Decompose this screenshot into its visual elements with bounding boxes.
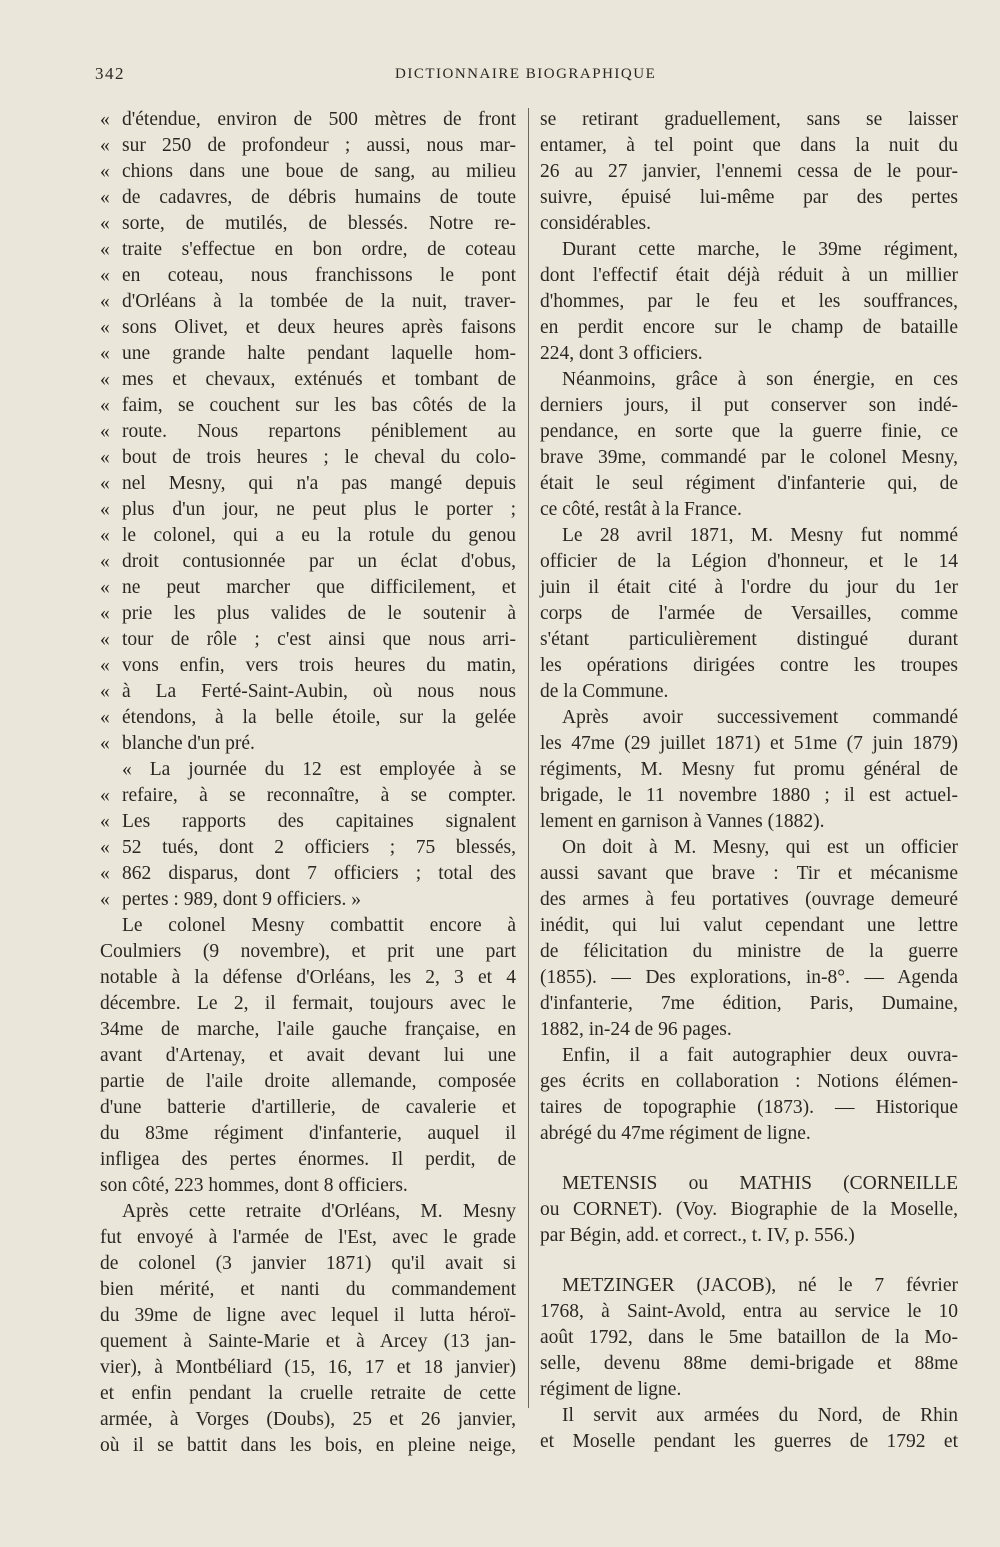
text-line [540, 1171, 958, 1197]
line-text: refaire, à se reconnaître, à se compter. [122, 785, 516, 806]
line-text: du 39me de ligne avec lequel il lutta héroï- [100, 1305, 516, 1326]
line-text: aussi savant que brave : Tir et mécanisme [540, 863, 958, 884]
text-line [540, 393, 958, 419]
line-text: traite s'effectue en bon ordre, de coteau [122, 239, 516, 260]
line-text: tour de rôle ; c'est ainsi que nous arri- [122, 629, 516, 650]
line-text: « La journée du 12 est employée à se [122, 759, 516, 780]
line-text: sorte, de mutilés, de blessés. Notre re- [122, 213, 516, 234]
quote-mark: « [100, 213, 110, 234]
text-line [100, 1225, 516, 1251]
text-line [540, 107, 958, 133]
line-text: Néanmoins, grâce à son énergie, en ces [562, 369, 958, 390]
left-column [100, 107, 516, 1459]
line-text: d'étendue, environ de 500 mètres de front [122, 109, 516, 130]
text-line [100, 1017, 516, 1043]
text-line [100, 1303, 516, 1329]
line-text: ce côté, restât à la France. [540, 499, 742, 520]
line-text: officier de la Légion d'honneur, et le 14 [540, 551, 958, 572]
quote-mark: « [100, 421, 110, 442]
line-text: Le colonel Mesny combattit encore à [122, 915, 516, 936]
text-line [540, 705, 958, 731]
line-text: corps de l'armée de Versailles, comme [540, 603, 958, 624]
text-line [100, 341, 516, 367]
text-line [540, 991, 958, 1017]
text-line [100, 1407, 516, 1433]
quote-mark: « [100, 135, 110, 156]
text-line [540, 315, 958, 341]
line-text: de la Commune. [540, 681, 669, 702]
line-text: une grande halte pendant laquelle hom- [122, 343, 516, 364]
text-line [100, 653, 516, 679]
line-text: régiment de ligne. [540, 1379, 682, 1400]
text-line [540, 1197, 958, 1223]
quote-mark: « [100, 811, 110, 832]
text-line [100, 627, 516, 653]
text-line [540, 1273, 958, 1299]
text-line [540, 1095, 958, 1121]
column-divider [528, 108, 529, 1408]
text-line [100, 497, 516, 523]
line-text: et enfin pendant la cruelle retraite de cette [100, 1383, 516, 1404]
line-text: armée, à Vorges (Doubs), 25 et 26 janvier, [100, 1409, 516, 1430]
line-text: METZINGER (JACOB), né le 7 février [562, 1275, 958, 1296]
line-text: où il se battit dans les bois, en pleine neige, [100, 1435, 516, 1456]
line-text: bien mérité, et nanti du commandement [100, 1279, 516, 1300]
quote-mark: « [100, 499, 110, 520]
line-text: 224, dont 3 officiers. [540, 343, 703, 364]
text-line [100, 731, 516, 757]
line-text: vons enfin, vers trois heures du matin, [122, 655, 516, 676]
running-title: DICTIONNAIRE BIOGRAPHIQUE [395, 66, 657, 82]
text-line [100, 887, 516, 913]
line-text: entamer, à tel point que dans la nuit du [540, 135, 958, 156]
text-line [540, 1403, 958, 1429]
text-line [540, 549, 958, 575]
text-line [540, 523, 958, 549]
text-line [100, 445, 516, 471]
line-text: de colonel (3 janvier 1871) qu'il avait si [100, 1253, 516, 1274]
text-line [100, 315, 516, 341]
text-line [100, 133, 516, 159]
line-text: en coteau, nous franchissons le pont [122, 265, 516, 286]
line-text: suivre, épuisé lui-même par des pertes [540, 187, 958, 208]
line-text: d'hommes, par le feu et les souffrances, [540, 291, 958, 312]
text-line [540, 939, 958, 965]
quote-mark: « [100, 889, 110, 910]
quote-mark: « [100, 629, 110, 650]
line-text: de félicitation du ministre de la guerre [540, 941, 958, 962]
text-line [100, 523, 516, 549]
text-line [540, 1069, 958, 1095]
text-line [100, 783, 516, 809]
line-text: Il servit aux armées du Nord, de Rhin [562, 1405, 958, 1426]
line-text: prie les plus valides de le soutenir à [122, 603, 516, 624]
line-text: pertes : 989, dont 9 officiers. » [122, 889, 362, 910]
text-line [540, 861, 958, 887]
line-text: se retirant graduellement, sans se laisser [540, 109, 958, 130]
line-text: d'une batterie d'artillerie, de cavalerie et [100, 1097, 516, 1118]
text-line [100, 289, 516, 315]
quote-mark: « [100, 343, 110, 364]
text-line [540, 497, 958, 523]
line-text: bout de trois heures ; le cheval du colo- [122, 447, 516, 468]
text-line [100, 237, 516, 263]
text-line [540, 445, 958, 471]
quote-mark: « [100, 551, 110, 572]
line-text: brave 39me, commandé par le colonel Mesny, [540, 447, 958, 468]
page-number: 342 [95, 64, 125, 83]
line-text: notable à la défense d'Orléans, les 2, 3 et 4 [100, 967, 516, 988]
text-line [100, 471, 516, 497]
quote-mark: « [100, 161, 110, 182]
line-text: les opérations dirigées contre les troupes [540, 655, 958, 676]
text-line [540, 471, 958, 497]
text-line [540, 731, 958, 757]
quote-mark: « [100, 707, 110, 728]
line-text: METENSIS ou MATHIS (CORNEILLE [562, 1173, 958, 1194]
text-line [100, 965, 516, 991]
right-column [540, 107, 958, 1455]
text-line [100, 367, 516, 393]
text-line [100, 1173, 516, 1199]
text-line [100, 393, 516, 419]
quote-mark: « [100, 291, 110, 312]
quote-mark: « [100, 681, 110, 702]
line-text: derniers jours, il put conserver son indé- [540, 395, 958, 416]
text-line [100, 601, 516, 627]
line-text: ou CORNET). (Voy. Biographie de la Moselle, [540, 1199, 958, 1220]
text-line [540, 887, 958, 913]
page-header [95, 64, 955, 88]
text-line [540, 757, 958, 783]
text-line [540, 263, 958, 289]
line-text: décembre. Le 2, il fermait, toujours avec le [100, 993, 516, 1014]
line-text: à La Ferté-Saint-Aubin, où nous nous [122, 681, 516, 702]
line-text: route. Nous repartons péniblement au [122, 421, 516, 442]
text-line [540, 1299, 958, 1325]
text-line [540, 289, 958, 315]
line-text: le colonel, qui a eu la rotule du genou [122, 525, 516, 546]
line-text: son côté, 223 hommes, dont 8 officiers. [100, 1175, 408, 1196]
quote-mark: « [100, 369, 110, 390]
line-text: étendons, à la belle étoile, sur la gelée [122, 707, 516, 728]
quote-mark: « [100, 447, 110, 468]
line-text: dont l'effectif était déjà réduit à un millier [540, 265, 958, 286]
line-text: Enfin, il a fait autographier deux ouvra- [562, 1045, 958, 1066]
text-line [540, 1121, 958, 1147]
line-text: inédit, qui lui valut cependant une lettre [540, 915, 958, 936]
text-line [540, 1351, 958, 1377]
text-line [540, 367, 958, 393]
line-text: 1882, in-24 de 96 pages. [540, 1019, 732, 1040]
quote-mark: « [100, 603, 110, 624]
quote-mark: « [100, 395, 110, 416]
line-text: taires de topographie (1873). — Historique [540, 1097, 958, 1118]
text-line [100, 419, 516, 445]
line-text: août 1792, dans le 5me bataillon de la Mo- [540, 1327, 958, 1348]
line-text: du 83me régiment d'infanterie, auquel il [100, 1123, 516, 1144]
text-line [540, 1223, 958, 1249]
line-text: des armes à feu portatives (ouvrage demeuré [540, 889, 958, 910]
text-line [100, 809, 516, 835]
text-line [540, 653, 958, 679]
text-line [100, 835, 516, 861]
line-text: lement en garnison à Vannes (1882). [540, 811, 825, 832]
line-text: 1768, à Saint-Avold, entra au service le 10 [540, 1301, 958, 1322]
line-text: en perdit encore sur le champ de bataille [540, 317, 958, 338]
text-line [540, 237, 958, 263]
text-line [100, 913, 516, 939]
line-text: d'Orléans à la tombée de la nuit, traver- [122, 291, 516, 312]
line-text: faim, se couchent sur les bas côtés de la [122, 395, 516, 416]
line-text: nel Mesny, qui n'a pas mangé depuis [122, 473, 516, 494]
line-text: selle, devenu 88me demi-brigade et 88me [540, 1353, 958, 1374]
line-text: Coulmiers (9 novembre), et prit une part [100, 941, 516, 962]
text-line [540, 575, 958, 601]
text-line [100, 1147, 516, 1173]
quote-mark: « [100, 265, 110, 286]
text-line [100, 1121, 516, 1147]
line-text: sons Olivet, et deux heures après faisons [122, 317, 516, 338]
text-line [100, 575, 516, 601]
line-text: Durant cette marche, le 39me régiment, [562, 239, 958, 260]
text-line [540, 211, 958, 237]
line-text: Après avoir successivement commandé [562, 707, 958, 728]
text-line [540, 159, 958, 185]
line-text: partie de l'aile droite allemande, composée [100, 1071, 516, 1092]
text-line [100, 107, 516, 133]
text-line [100, 991, 516, 1017]
line-text: ges écrits en collaboration : Notions élémen- [540, 1071, 958, 1092]
line-text: d'infanterie, 7me édition, Paris, Dumaine, [540, 993, 958, 1014]
text-line [100, 1095, 516, 1121]
quote-mark: « [100, 317, 110, 338]
quote-mark: « [100, 525, 110, 546]
line-text: s'étant particulièrement distingué durant [540, 629, 958, 650]
line-text: quement à Sainte-Marie et à Arcey (13 jan- [100, 1331, 516, 1352]
quote-mark: « [100, 109, 110, 130]
text-line [100, 211, 516, 237]
line-text: juin il était cité à l'ordre du jour du 1er [540, 577, 958, 598]
line-text: 26 au 27 janvier, l'ennemi cessa de le pour- [540, 161, 958, 182]
text-line [100, 1043, 516, 1069]
text-line [100, 939, 516, 965]
text-line [100, 1381, 516, 1407]
line-text: était le seul régiment d'infanterie qui, de [540, 473, 958, 494]
line-text: plus d'un jour, ne peut plus le porter ; [122, 499, 516, 520]
quote-mark: « [100, 733, 110, 754]
quote-mark: « [100, 473, 110, 494]
line-text: considérables. [540, 213, 652, 234]
text-line [540, 679, 958, 705]
text-line [100, 1251, 516, 1277]
line-text: 52 tués, dont 2 officiers ; 75 blessés, [122, 837, 516, 858]
text-line [100, 861, 516, 887]
line-text: avant d'Artenay, et avait devant lui une [100, 1045, 516, 1066]
text-line [100, 1355, 516, 1381]
text-line [540, 1429, 958, 1455]
quote-mark: « [100, 655, 110, 676]
line-text: mes et chevaux, exténués et tombant de [122, 369, 516, 390]
section-gap [540, 1147, 958, 1171]
text-line [540, 185, 958, 211]
text-line [100, 263, 516, 289]
quote-mark: « [100, 239, 110, 260]
text-line [540, 809, 958, 835]
text-line [540, 783, 958, 809]
text-line [540, 601, 958, 627]
text-line [540, 1377, 958, 1403]
text-line [540, 1325, 958, 1351]
line-text: Après cette retraite d'Orléans, M. Mesny [122, 1201, 516, 1222]
text-line [540, 835, 958, 861]
text-line [540, 965, 958, 991]
text-line [100, 159, 516, 185]
line-text: droit contusionnée par un éclat d'obus, [122, 551, 516, 572]
line-text: Le 28 avril 1871, M. Mesny fut nommé [562, 525, 958, 546]
line-text: pendance, en sorte que la guerre finie, ce [540, 421, 958, 442]
text-line [100, 757, 516, 783]
line-text: blanche d'un pré. [122, 733, 255, 754]
line-text: par Bégin, add. et correct., t. IV, p. 556.) [540, 1225, 855, 1246]
quote-mark: « [100, 577, 110, 598]
line-text: les 47me (29 juillet 1871) et 51me (7 juin 1879) [540, 733, 958, 754]
text-line [100, 1433, 516, 1459]
text-line [540, 1043, 958, 1069]
text-line [540, 627, 958, 653]
text-line [100, 1199, 516, 1225]
line-text: infligea des pertes énormes. Il perdit, de [100, 1149, 516, 1170]
text-line [540, 133, 958, 159]
line-text: régiments, M. Mesny fut promu général de [540, 759, 958, 780]
line-text: On doit à M. Mesny, qui est un officier [562, 837, 958, 858]
text-line [100, 549, 516, 575]
line-text: (1855). — Des explorations, in-8°. — Agenda [540, 967, 958, 988]
line-text: et Moselle pendant les guerres de 1792 et [540, 1431, 958, 1452]
line-text: vier), à Montbéliard (15, 16, 17 et 18 janvier) [100, 1357, 516, 1378]
text-line [100, 1069, 516, 1095]
line-text: 34me de marche, l'aile gauche française, en [100, 1019, 516, 1040]
line-text: abrégé du 47me régiment de ligne. [540, 1123, 811, 1144]
section-gap [540, 1249, 958, 1273]
text-line [540, 419, 958, 445]
text-line [100, 185, 516, 211]
line-text: sur 250 de profondeur ; aussi, nous mar- [122, 135, 516, 156]
quote-mark: « [100, 863, 110, 884]
text-line [100, 705, 516, 731]
text-line [540, 913, 958, 939]
quote-mark: « [100, 187, 110, 208]
text-line [100, 1277, 516, 1303]
text-line [100, 1329, 516, 1355]
line-text: ne peut marcher que difficilement, et [122, 577, 516, 598]
line-text: Les rapports des capitaines signalent [122, 811, 516, 832]
line-text: 862 disparus, dont 7 officiers ; total des [122, 863, 516, 884]
line-text: de cadavres, de débris humains de toute [122, 187, 516, 208]
line-text: brigade, le 11 novembre 1880 ; il est actuel- [540, 785, 958, 806]
quote-mark: « [100, 785, 110, 806]
quote-mark: « [100, 837, 110, 858]
line-text: fut envoyé à l'armée de l'Est, avec le grade [100, 1227, 516, 1248]
line-text: chions dans une boue de sang, au milieu [122, 161, 516, 182]
text-line [540, 1017, 958, 1043]
text-line [100, 679, 516, 705]
text-line [540, 341, 958, 367]
